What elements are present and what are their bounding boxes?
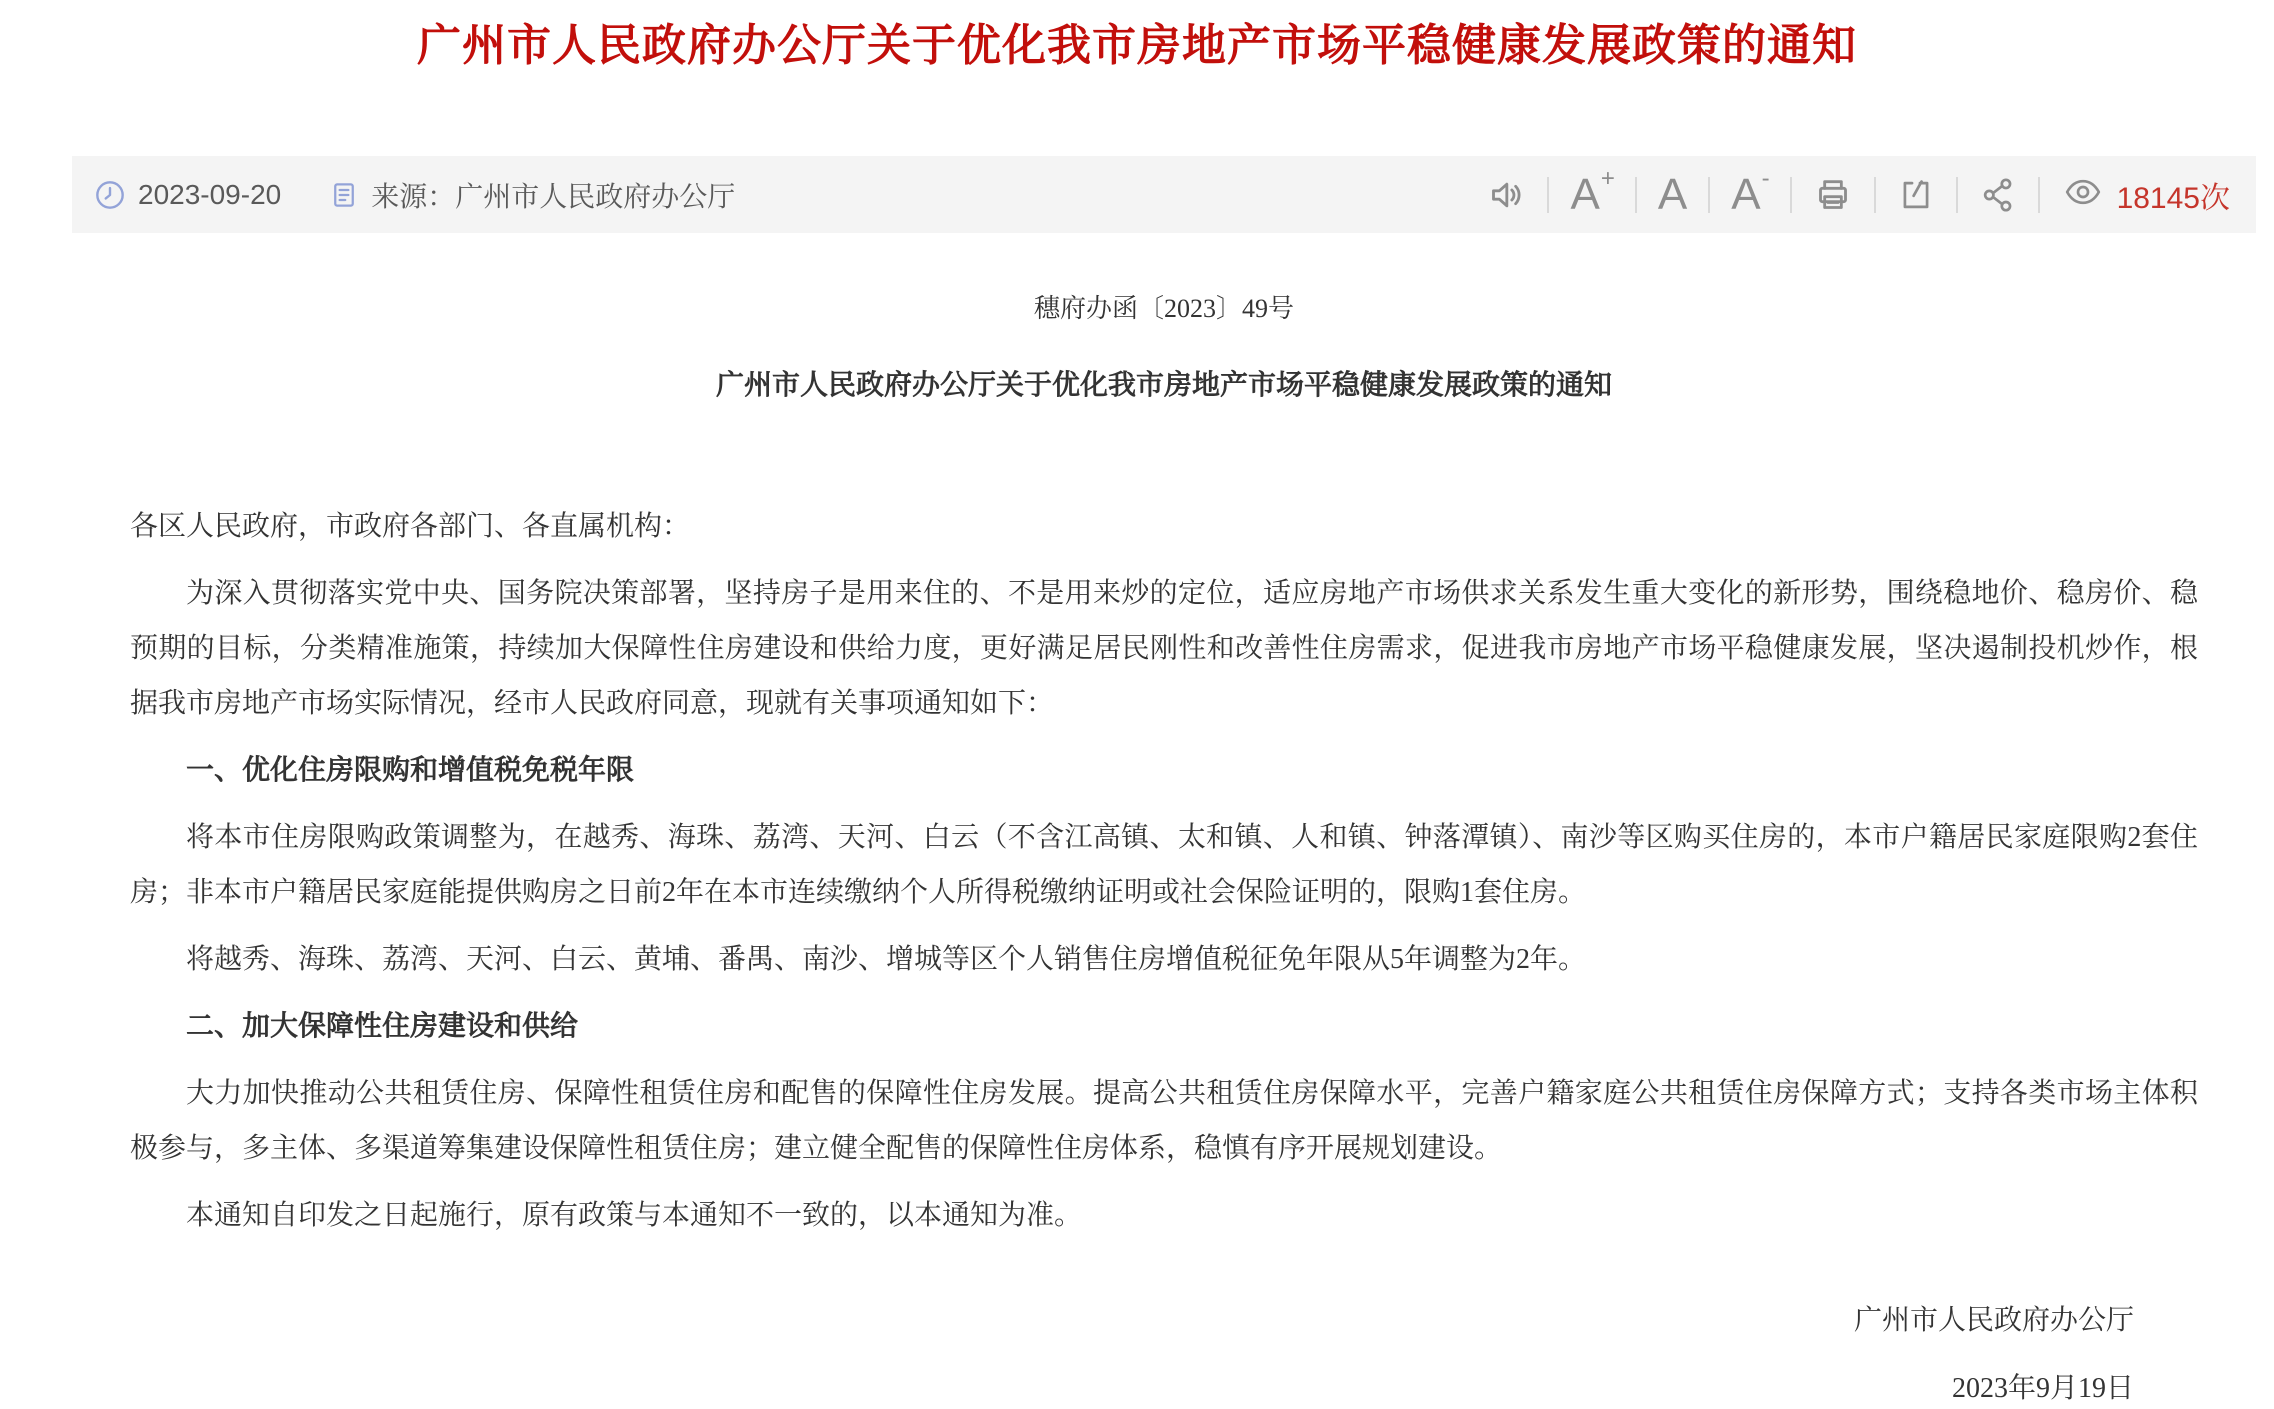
speaker-icon	[1486, 175, 1526, 215]
signature-org: 广州市人民政府办公厅	[1853, 1305, 2134, 1336]
font-normal-button[interactable]	[1657, 169, 1688, 219]
publish-date-item	[94, 179, 281, 211]
paragraph: 将越秀、海珠、荔湾、天河、白云、黄埔、番禺、南沙、增城等区个人销售住房增值税征免年限从5年调整为2年。	[186, 944, 1587, 975]
font-normal-label: A	[1657, 169, 1688, 219]
toolbar-divider	[2038, 177, 2040, 213]
paragraph: 大力加快推动公共租赁住房、保障性租赁住房和配售的保障性住房发展。提高公共租赁住房保障水平，完善户籍家庭公共租赁住房保障方式；支持各类市场主体积极参与，多主体、多渠道筹集建设保障性租赁住房；建立健全配售的保障性住房体系，稳慎有序开展规划建设。	[130, 1078, 2198, 1164]
print-button[interactable]	[1813, 175, 1853, 215]
share-button[interactable]	[1979, 176, 2017, 214]
signature-block	[130, 1301, 2198, 1409]
toolbar-divider	[1790, 177, 1792, 213]
save-icon	[1897, 176, 1935, 214]
view-counter	[2061, 172, 2230, 217]
meta-info	[94, 175, 735, 215]
toolbar-divider	[1708, 177, 1710, 213]
source-item	[329, 175, 735, 215]
document-icon	[329, 179, 359, 211]
font-decrease-sup: -	[1761, 164, 1770, 192]
font-increase-label: A	[1570, 169, 1600, 219]
printer-icon	[1813, 175, 1853, 215]
doc-title: 广州市人民政府办公厅关于优化我市房地产市场平稳健康发展政策的通知	[715, 370, 1612, 401]
read-aloud-button[interactable]	[1486, 175, 1526, 215]
meta-toolbar	[72, 156, 2256, 233]
salutation: 各区人民政府，市政府各部门、各直属机构：	[130, 511, 691, 542]
font-decrease-button[interactable]	[1731, 164, 1770, 219]
share-icon	[1979, 176, 2017, 214]
section-heading: 二、加大保障性住房建设和供给	[186, 1011, 579, 1042]
font-decrease-label: A	[1731, 169, 1761, 219]
eye-icon	[2061, 172, 2105, 217]
source-label: 来源：广州市人民政府办公厅	[371, 180, 736, 212]
toolbar-divider	[1874, 177, 1876, 213]
document-body	[0, 233, 2274, 1409]
toolbar-divider	[1635, 177, 1637, 213]
article-tools	[1465, 164, 2230, 219]
save-button[interactable]	[1897, 176, 1935, 214]
page-title: 广州市人民政府办公厅关于优化我市房地产市场平稳健康发展政策的通知	[417, 21, 1857, 70]
doc-number: 穗府办函〔2023〕49号	[1033, 294, 1294, 323]
paragraph: 为深入贯彻落实党中央、国务院决策部署，坚持房子是用来住的、不是用来炒的定位，适应房地产市场供求关系发生重大变化的新形势，围绕稳地价、稳房价、稳预期的目标，分类精准施策，持续加大保障性住房建设和供给力度，更好满足居民刚性和改善性住房需求，促进我市房地产市场平稳健康发展，坚决遏制投机炒作，根据我市房地产市场实际情况，经市人民政府同意，现就有关事项通知如下：	[130, 578, 2198, 719]
clock-icon	[94, 179, 126, 211]
signature-date: 2023年9月19日	[1951, 1373, 2134, 1404]
toolbar-divider	[1547, 177, 1549, 213]
paragraph: 本通知自印发之日起施行，原有政策与本通知不一致的，以本通知为准。	[186, 1200, 1083, 1231]
paragraph: 将本市住房限购政策调整为，在越秀、海珠、荔湾、天河、白云（不含江高镇、太和镇、人和镇、钟落潭镇）、南沙等区购买住房的，本市户籍居民家庭限购2套住房；非本市户籍居民家庭能提供购房之日前2年在本市连续缴纳个人所得税缴纳证明或社会保险证明的，限购1套住房。	[130, 822, 2198, 908]
font-increase-button[interactable]	[1570, 164, 1615, 219]
toolbar-divider	[1956, 177, 1958, 213]
publish-date: 2023-09-20	[138, 178, 282, 210]
view-count: 18145次	[2116, 181, 2230, 215]
section-heading: 一、优化住房限购和增值税免税年限	[186, 755, 635, 786]
font-increase-sup: +	[1600, 164, 1615, 192]
